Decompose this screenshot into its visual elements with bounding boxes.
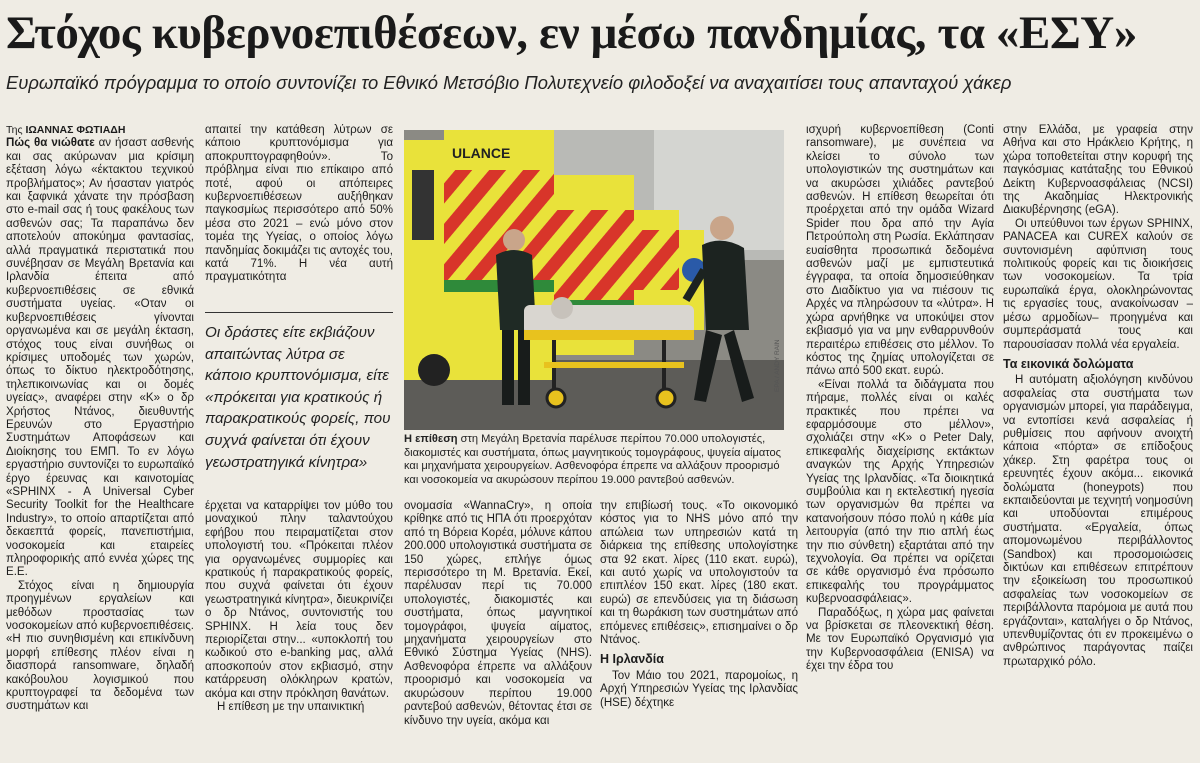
byline [6,124,194,137]
paragraph: έρχεται να καταρρίψει τον μύθο του μοναχικού πλην ταλαντούχου εφήβου που πειραματίζεται στον υπολογιστή του. «Πρόκειται πλέον για οργανωμένες συμμορίες και κρατικούς ή παρακρατικούς φορείς, που συχνά φαίνεται ότι έχουν γεωστρατηγικά κίνητρα», διευκρινίζει ο δρ Ντάνος, συντονιστής του SPHINX. Η λεία τους δεν περιορίζεται στην... «υποκλοπή του κωδικού στο e-banking μας, αλλά αποσκοπούν στον εκβιασμό, στην κατάρρευση ολόκληρων κρατών, ακόμα και στην πρόκληση θανάτων. [205,500,393,700]
paragraph: ισχυρή κυβερνοεπίθεση (Conti ransomware), με συνέπεια να κλείσει το σύνολο των υπολογιστικών της συστημάτων και να ακυρώσει χιλιάδες ραντεβού ασθενών. Η επίθεση θεωρείται ότι προέρχεται από την ομάδα Wizard Spider που δρα από την Αγία Πετρούπολη στη Ρωσία. Εκλάπησαν ευαίσθητα προσωπικά δεδομένα ασθενών μαζί με εμπιστευτικά έγγραφα, τα οποία δημοσιεύθηκαν στο Διαδίκτυο για να πιέσουν τις Αρχές να πληρώσουν τα «λύτρα». Η χώρα αρνήθηκε να υποκύψει στον εκβιασμό για να μην ενθαρρυνθούν περαιτέρω επιθέσεις στο μέλλον. Το κόστος της ζημίας υπολογίζεται σε πάνω από 500 εκατ. ευρώ. [806,124,994,378]
photo-credit-text: EPA / ANDY RAIN [774,339,781,392]
article-column-1 [6,124,194,763]
paragraph: στην Ελλάδα, με γραφεία στην Αθήνα και στο Ηράκλειο Κρήτης, η χώρα τοποθετείται στην κορυφή της παγκόσμιας κατάταξης του Εθνικού Δείκτη Κυβερνοασφάλειας (NCSI) της Ακαδημίας Ηλεκτρονικής Διακυβέρνησης (eGA). [1003,124,1193,217]
caption-text: στη Μεγάλη Βρετανία παρέλυσε περίπου 70.000 υπολογιστές, διακομιστές και συστήματα, όπως μαγνητικούς τομογράφους, ψυγεία αίματος και μηχανήματα χειρουργείων. Ασθενοφόρα έπρεπε να αλλάξουν προορισμό και νοσοκομεία να ακυρώσουν περίπου 19.000 ραντεβού ασθενών. [404,433,782,486]
headline: Στόχος κυβερνοεπιθέσεων, εν μέσω πανδημίας, τα «ΕΣΥ» [6,7,1137,59]
section-heading: Η Ιρλανδία [600,652,664,667]
paragraph: Η επίθεση με την υπαινικτική [217,701,365,714]
section-heading: Τα εικονικά δολώματα [1003,356,1134,371]
ambulance-lettering: ULANCE [452,145,511,161]
lead-paragraph-text: αν ήσαστ ασθενής και σας ακύρωναν μια κρίσιμη εξέταση λόγω «έκτακτου τεχνικού προβλήματος»; Αν ήσασταν γιατρός και ξαφνικά χάνατε την πρόσβαση στο e-mail σας ή τους φακέλους των ασθενών σας; Τα παραπάνω δεν αποτελούν αποκύημα φαντασίας, αλλά πραγματικά περιστατικά που συνέβησαν σε Μεγάλη Βρετανία και Ιρλανδία έπειτα από κυβερνοεπιθέσεις σε εθνικά συστήματα υγείας. «Οταν οι κυβερνοεπιθέσεις γίνονται οργανωμένα και σε μεγάλη έκταση, στόχος τους είναι συνήθως οι κρίσιμες υποδομές των χωρών, όπως το δίκτυο ηλεκτροδότησης, τηλεπικοινωνίας και οι δομές υγείας», αναφέρει στην «Κ» ο δρ Χρήστος Ντάνος, διευθυντής Ερευνών στο Εργαστήριο Συστημάτων Αποφάσεων και Διοίκησης του ΕΜΠ. Το εν λόγω εργαστήριο συντονίζει το ευρωπαϊκό έργο έρευνας και καινοτομίας «SPHINX - A Universal Cyber Security Toolkit for the Healthcare Industry», το οποίο απαρτίζεται από δεκαεπτά φορείς, πανεπιστήμια, νοσοκομεία και εταιρείες πληροφορικής από εννέα χώρες της Ε.Ε. [6,137,194,579]
lead-paragraph [6,137,194,579]
news-photo [404,130,784,430]
paragraph: «Είναι πολλά τα διδάγματα που πήραμε, πολλές είναι οι καλές πρακτικές που πρέπει να εφαρμόσουμε στο μέλλον», σχολιάζει στην «Κ» ο Peter Daly, επικεφαλής διαχείρισης εκτάκτων αναγκών της Αρχής Υπηρεσιών Υγείας της Ιρλανδίας. «Τα διοικητικά συμβούλια και η εκτελεστική ηγεσία των οργανισμών θα πρέπει να κατανοήσουν πόσο πολύ η κάθε μία λειτουργία (από την πιο απλή έως την πιο σύνθετη) εξαρτάται από την τεχνολογία. Θα πρέπει να ορίζεται σε κάθε οργανισμό ένα πρόσωπο επικεφαλής του προγράμματος κυβερνοασφάλειας». [806,378,994,606]
article-column-4 [600,500,798,763]
paragraph: ονομασία «WannaCry», η οποία κρίθηκε από τις ΗΠΑ ότι προερχόταν από τη Βόρεια Κορέα, μόλυνε κάπου 200.000 υπολογιστικά συστήματα σε 150 χώρες, επλήγε όμως περισσότερο τη Μ. Βρετανία. Εκεί, παρέλυσαν περί τις 70.000 υπολογιστές, διακομιστές και συστήματα, όπως μαγνητικοί τομογράφοι, ψυγεία αίματος, μηχανήματα χειρουργείων στο Εθνικό Σύστημα Υγείας (NHS). Ασθενοφόρα έπρεπε να αλλάξουν προορισμό και νοσοκομεία να ακυρώσουν περίπου 19.000 ραντεβού ασθενών, θέτοντας έτσι σε κίνδυνο την υγεία, ακόμα και [404,500,592,727]
article-column-6 [1003,124,1193,763]
photo-credit [774,130,792,430]
article-column-2-top [205,124,393,314]
paragraph: Στόχος είναι η δημιουργία προηγμένων εργαλείων και μεθόδων προστασίας των νοσοκομείων από κυβερνοεπιθέσεις. «Η πιο συνηθισμένη και επικίνδυνη μορφή επίθεσης πλέον είναι η διασπορά ransomware, δηλαδή κακόβουλου λογισμικού που κρυπτογραφεί τα δεδομένα των συστημάτων και [6,579,194,713]
lead-in: Πώς θα νιώθατε [6,137,95,150]
article-column-3 [404,500,592,763]
paragraph: Τον Μάιο του 2021, παρομοίως, η Αρχή Υπηρεσιών Υγείας της Ιρλανδίας (HSE) δέχτηκε [600,669,798,709]
paragraph: Παραδόξως, η χώρα μας φαίνεται να βρίσκεται σε πλεονεκτική θέση. Με τον Ευρωπαϊκό Οργανισμό για την Κυβερνοασφάλεια (ENISA) να έχει την έδρα του [806,606,994,673]
paragraph: απαιτεί την κατάθεση λύτρων σε κάποιο κρυπτονόμισμα για αποκρυπτογραφηθούν». Το πρόβλημα είναι πιο επίκαιρο από ποτέ, αφού οι απόπειρες κυβερνοεπιθέσεων αυξήθηκαν παγκοσμίως περισσότερο από 50% μέσα στο 2021 – ενώ μόνο στον τομέα της Υγείας, ο οποίος λόγω πανδημίας δοκιμάζει τις αντοχές του, κατά 71%. Η νέα αυτή πραγματικότητα [205,124,393,284]
photo-caption [404,433,784,487]
article-column-2-bottom [205,500,393,763]
byline-prefix: Της [6,124,23,136]
paragraph: Οι υπεύθυνοι των έργων SPHINX, PANACEA και CUREX καλούν σε συντονισμένη αφύπνιση τους πολιτικούς φορείς και τις διοικήσεις των νοσοκομείων. Τα τρία ευρωπαϊκά έργα, ολοκληρώνοντας τις εργασίες τους, ανακοίνωσαν –μέσω αρμοδίων– προηγμένα και συμπεράσματά τους και παρουσίασαν πολλά νέα εργαλεία. [1003,217,1193,351]
pull-quote [205,312,395,492]
paragraph: την επιβίωσή τους. «Το οικονομικό κόστος για το NHS μόνο από την απώλεια των υπηρεσιών κατά τη διάρκεια της επίθεσης υπολογίστηκε στα 92 εκατ. λίρες (110 εκατ. ευρώ), και αυτό χωρίς να υπολογιστούν τα επιπλέον 150 εκατ. λίρες (180 εκατ. ευρώ) σε επενδύσεις για τη διάσωση και τη θωράκιση των συστημάτων από επόμενες επιθέσεις», επισημαίνει ο δρ Ντάνος. [600,500,798,647]
pull-quote-rule [205,312,393,313]
paragraph: Η αυτόματη αξιολόγηση κινδύνου ασφαλείας στα συστήματα των οργανισμών μπορεί, για παράδειγμα, να εντοπίσει κενά ασφαλείας ή ρυθμίσεις που αφήνουν ανοιχτή κάποια «πόρτα» σε επίδοξους χάκερ. Στη φαρέτρα τους οι ερευνητές έχουν ακόμα... εικονικά δολώματα (honeypots) που εκπαιδεύονται με τεχνητή νοημοσύνη και υποδύονται επιμέρους συστήματα. «Εργαλεία, όπως απομονωμένου περιβάλλοντος (Sandbox) και προσομοιώσεις δικτύων και επιθέσεων επιτρέπουν την εξοικείωση του προσωπικού ασφαλείας των νοσοκομείων σε περιβάλλοντα παρόμοια με αυτά που εργάζονται», καταλήγει ο δρ Ντάνος, υπενθυμίζοντας ότι εν προκειμένω ο ανθρώπινος παράγοντας παίζει πρωταρχικό ρόλο. [1003,374,1193,668]
byline-author: ΙΩΑΝΝΑΣ ΦΩΤΙΑΔΗ [25,124,126,136]
pull-quote-text: Οι δράστες είτε εκβιάζουν απαιτώντας λύτρα σε κάποιο κρυπτονόμισμα, είτε «πρόκειται για κρατικούς ή παρακρατικούς φορείς, που συχνά φαίνεται ότι έχουν γεωστρατηγικά κίνητρα» [205,324,391,471]
article-column-5 [806,124,994,763]
caption-lead: Η επίθεση [404,433,458,445]
subheadline: Ευρωπαϊκό πρόγραμμα το οποίο συντονίζει το Εθνικό Μετσόβιο Πολυτεχνείο φιλοδοξεί να αναχαιτίσει τους απανταχού χάκερ [6,72,1012,93]
ambulance-scene-illustration [404,130,784,430]
